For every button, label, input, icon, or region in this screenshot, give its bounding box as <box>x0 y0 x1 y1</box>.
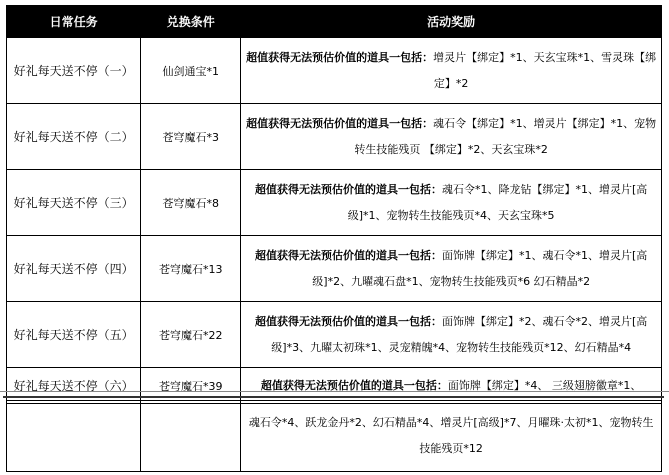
reward-lead: 超值获得无法预估价值的道具一包括： <box>255 182 443 196</box>
condition-cell: 苍穹魔石*8 <box>141 170 241 236</box>
reward-lead: 超值获得无法预估价值的道具一包括： <box>246 50 434 64</box>
table-row <box>7 236 662 302</box>
reward-cell <box>241 38 662 104</box>
continuation-table <box>6 400 662 472</box>
condition-cell: 仙剑通宝*1 <box>141 38 241 104</box>
page-break-line <box>0 391 669 393</box>
reward-lead: 超值获得无法预估价值的道具一包括： <box>255 248 443 262</box>
reward-lead: 超值获得无法预估价值的道具一包括： <box>246 116 434 130</box>
empty-task-cell <box>7 401 141 472</box>
condition-cell: 苍穹魔石*13 <box>141 236 241 302</box>
continuation-top-border <box>3 396 664 398</box>
reward-items: 面饰牌【绑定】*4、 三级翅膀徽章*1、 <box>447 378 642 392</box>
task-cell: 好礼每天送不停（四） <box>7 236 141 302</box>
reward-cell <box>241 170 662 236</box>
reward-items: 魂石令*1、降龙钻【绑定】*1、增灵片[高级]*1、宠物转生技能残页*4、天玄宝珠*5 <box>347 182 648 222</box>
empty-condition-cell <box>141 401 241 472</box>
task-cell: 好礼每天送不停（五） <box>7 302 141 368</box>
reward-items: 面饰牌【绑定】*1、魂石令*1、增灵片[高级]*2、九曜魂石盘*1、宠物转生技能残页*6 幻石精晶*2 <box>312 248 648 288</box>
condition-cell: 苍穹魔石*3 <box>141 104 241 170</box>
reward-cell <box>241 236 662 302</box>
reward-items: 增灵片【绑定】*1、天玄宝珠*1、雪灵珠【绑定】*2 <box>433 50 657 90</box>
condition-cell: 苍穹魔石*39 <box>141 368 241 404</box>
condition-cell: 苍穹魔石*22 <box>141 302 241 368</box>
table-row <box>7 38 662 104</box>
table-row <box>7 170 662 236</box>
task-cell: 好礼每天送不停（一） <box>7 38 141 104</box>
header-daily-task: 日常任务 <box>7 6 141 38</box>
continuation-reward-cell: 魂石令*4、跃龙金丹*2、幻石精晶*4、增灵片[高级]*7、月曜珠·太初*1、宠物转生技能残页*12 <box>241 401 662 472</box>
reward-cell <box>241 368 662 404</box>
rewards-table <box>6 5 662 404</box>
header-exchange-condition: 兑换条件 <box>141 6 241 38</box>
reward-lead: 超值获得无法预估价值的道具一包括： <box>260 378 448 392</box>
table-row <box>7 302 662 368</box>
reward-cell <box>241 104 662 170</box>
reward-lead: 超值获得无法预估价值的道具一包括： <box>255 314 443 328</box>
table-row <box>7 401 662 472</box>
reward-items: 魂石令【绑定】*1、增灵片【绑定】*1、宠物转生技能残页 【绑定】*2、天玄宝珠*2 <box>354 116 657 156</box>
task-cell: 好礼每天送不停（三） <box>7 170 141 236</box>
task-cell: 好礼每天送不停（二） <box>7 104 141 170</box>
table-header-row <box>7 6 662 38</box>
table-row <box>7 368 662 404</box>
reward-cell <box>241 302 662 368</box>
header-event-reward: 活动奖励 <box>241 6 662 38</box>
reward-items: 面饰牌【绑定】*2、魂石令*2、增灵片[高级]*3、九曜太初珠*1、灵宠精魄*4、宠物转生技能残页*12、幻石精晶*4 <box>271 314 648 354</box>
task-cell: 好礼每天送不停（六） <box>7 368 141 404</box>
table-row <box>7 104 662 170</box>
